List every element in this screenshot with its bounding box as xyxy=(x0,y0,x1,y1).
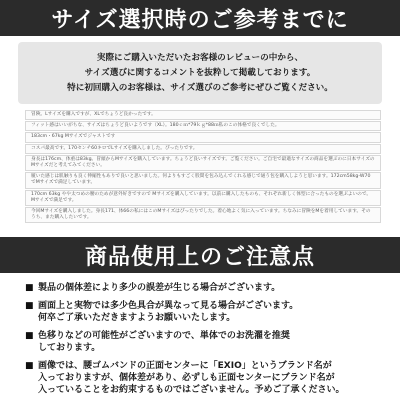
review-item xyxy=(25,121,381,131)
review-item xyxy=(25,155,381,171)
intro-line: 特に初回購入のお客様は、サイズ選びのご参考にぜひご覧ください。 xyxy=(67,82,333,93)
note-text xyxy=(38,282,280,294)
note-item xyxy=(25,360,385,396)
review-text: コスパ最高です。170センチ60キロでLサイズを購入しました。ぴったりです。 xyxy=(31,145,198,151)
note-line: 画像では、腰ゴムバンドの正面センターに「EXIO」というブランド名が xyxy=(38,361,332,371)
review-item xyxy=(25,110,381,120)
top-banner xyxy=(0,0,400,36)
note-line: 画面上と実物では多少色具合が異なって見る場合がございます。 xyxy=(38,301,299,311)
note-item xyxy=(25,330,385,354)
review-text: フィット感はいいがちな、サイズはちょうど良いようです（XL）。180ｃｍ*79ｋｇ*88ｍ私のこの体格で良くでした。 xyxy=(31,123,280,129)
note-line: 製品の個体差により多少の誤差が生じる場合がございます。 xyxy=(38,283,281,293)
note-text xyxy=(38,360,345,396)
review-text: 今回Mサイズを購入しました。身長171、体66の私にはこのMサイズはぴったりでした。着心地よく気に入っています。ちなみに冒険をMを着用しています。そのうち、また購入したいです。 xyxy=(31,209,371,221)
note-line: しております。 xyxy=(38,343,101,353)
intro-box xyxy=(18,42,382,104)
note-text xyxy=(38,300,298,324)
intro-line: サイズ選びに関するコメントを抜粋して掲載しております。 xyxy=(84,67,316,78)
note-line: 入っておりますが、個体差があり、必ずしも正面センターにブランド名が xyxy=(38,373,335,383)
review-item xyxy=(25,207,381,223)
square-bullet-icon: ■ xyxy=(25,361,34,371)
square-bullet-icon: ■ xyxy=(25,301,34,311)
notes-banner xyxy=(0,237,400,273)
review-text: 183cm・67kg Mサイズでジャストです xyxy=(31,134,116,140)
square-bullet-icon: ■ xyxy=(25,331,34,341)
note-line: 入っていることをお約束するものではございません。予めご了承ください。 xyxy=(38,385,345,395)
note-text xyxy=(38,330,290,354)
notes-list xyxy=(25,282,385,396)
note-line: 色移りなどの可能性がございますので、単体でのお洗濯を推奨 xyxy=(38,331,290,341)
review-item xyxy=(25,190,381,206)
note-item xyxy=(25,300,385,324)
review-text: 冒険。Lサイズを購入ですが、XLでちょうど良かったです。 xyxy=(31,112,156,117)
review-item xyxy=(25,132,381,142)
review-text: 履いた感じは肌触りも良く伸縮性もありで良いと思いました。何よりもすごく股間を包み込んでくれる感じで通う包を購入しようと思います。172cm58kg-W70でMサイズで満足しています。 xyxy=(31,174,371,186)
note-item xyxy=(25,282,385,294)
notes-banner-title: 商品使用上のご注意点 xyxy=(84,244,315,270)
review-text: 身長は176cm、体重は83kg。冒頭からMサイズを購入しています。ちょうど良いサイズです。ご覧ください。ご自宅で最適なサイズの商品を選ぶのに日本サイズのMサイズだと考えてみてください。 xyxy=(31,156,375,169)
review-text: 170cm 63kg やや太つめの腰のためが意外好きですので Mサイズを購入しています。以前に購入したものも、それぞれ新しく体型に合ったものを選ぶよいので。Mサイズで満足です。 xyxy=(31,191,372,203)
intro-line: 実際にご購入いただいたお客様のレビューの中から、 xyxy=(96,52,304,63)
review-item xyxy=(25,144,381,154)
square-bullet-icon: ■ xyxy=(25,283,34,293)
top-banner-title: サイズ選択時のご参考までに xyxy=(51,7,349,33)
note-line: 何卒ご了承いただきますようお願いいたします。 xyxy=(38,313,236,323)
review-list xyxy=(25,110,381,223)
review-item xyxy=(25,172,381,188)
